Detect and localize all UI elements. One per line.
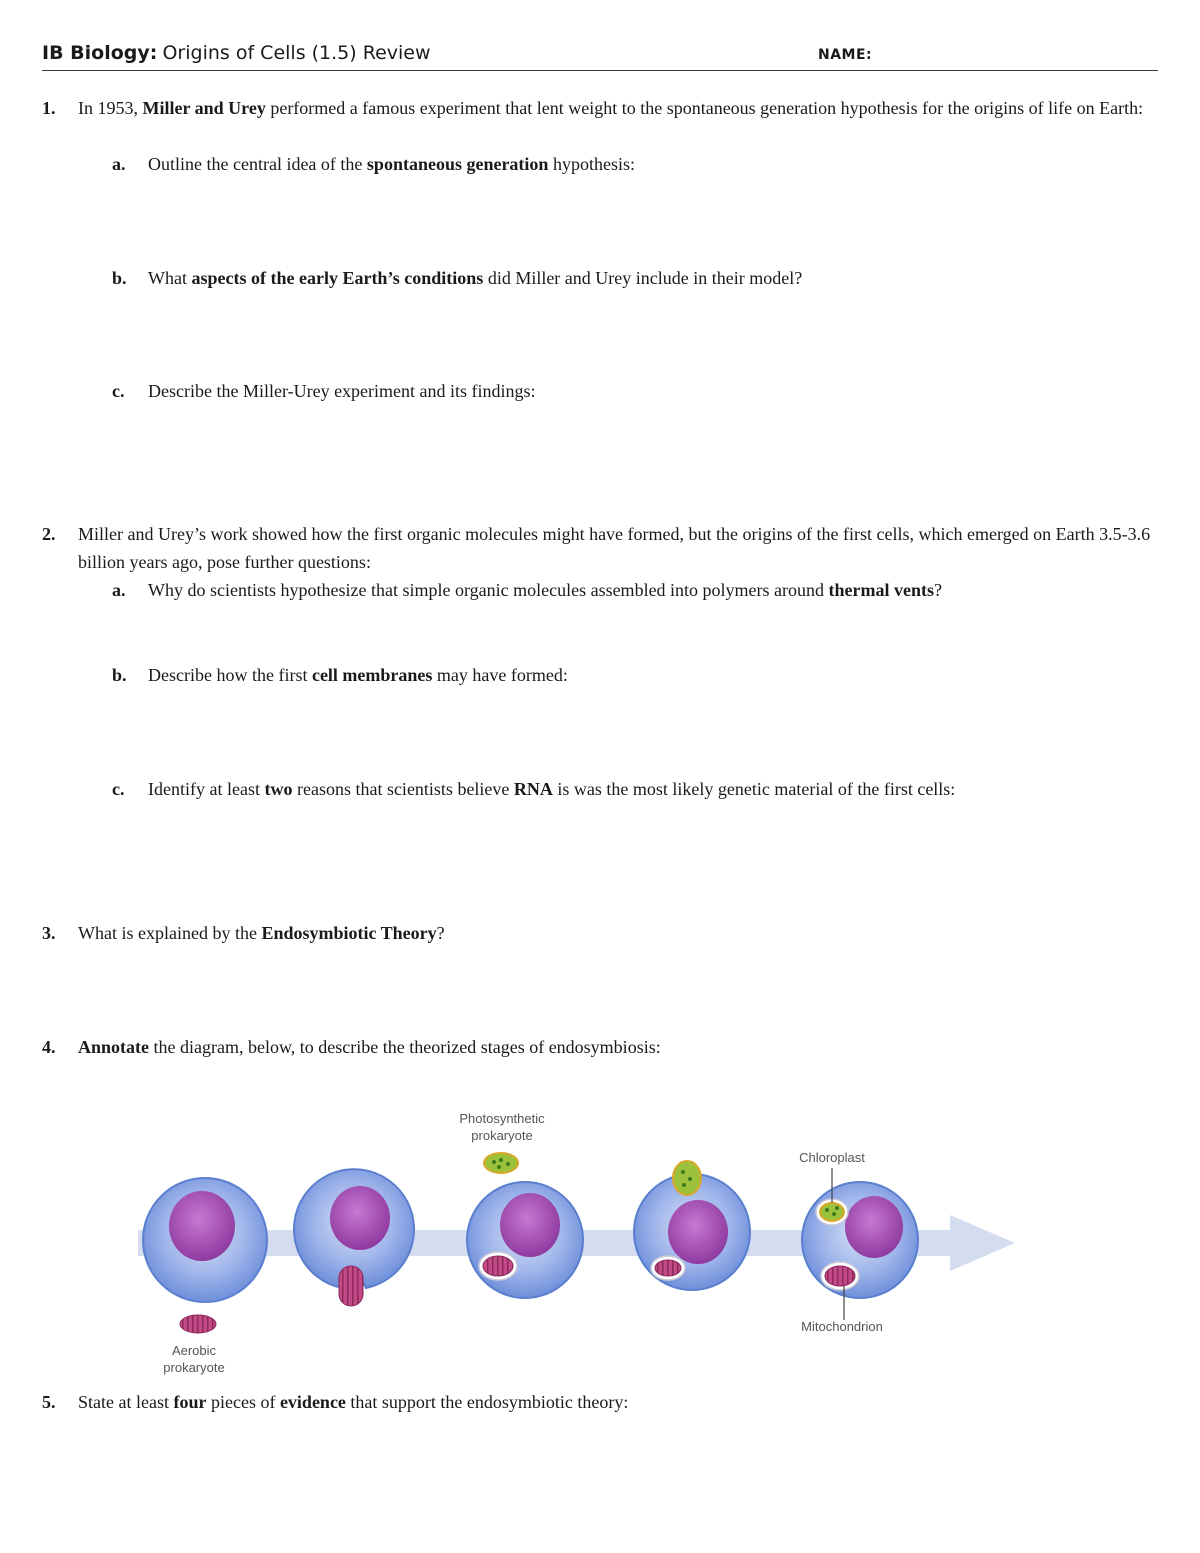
page-header <box>42 42 1158 71</box>
question-1a <box>112 150 1158 178</box>
part-letter: c. <box>112 381 125 401</box>
part-letter: b. <box>112 268 127 288</box>
part-letter: b. <box>112 665 127 685</box>
nucleus-shape <box>500 1193 560 1257</box>
mitochondrion-shape <box>825 1266 855 1286</box>
question-4 <box>42 1033 1158 1061</box>
question-5 <box>42 1388 1158 1416</box>
cell-stage-1 <box>143 1178 267 1302</box>
part-letter: a. <box>112 580 126 600</box>
nucleus-shape <box>330 1186 390 1250</box>
worksheet-title: Origins of Cells (1.5) Review <box>162 42 431 64</box>
nucleus-shape <box>845 1196 903 1258</box>
question-1 <box>42 94 1158 122</box>
mitochondrion-shape <box>655 1260 681 1276</box>
label-aerobic-1: Aerobic <box>171 1343 217 1358</box>
question-1b <box>112 264 1158 292</box>
label-photosynthetic-1: Photosynthetic <box>459 1111 545 1126</box>
question-1c <box>112 377 1158 405</box>
cell-stage-5 <box>802 1168 918 1320</box>
question-number: 3. <box>42 923 56 943</box>
cell-stage-4 <box>634 1161 750 1290</box>
part-text: What aspects of the early Earth’s conditions did Miller and Urey include in their model? <box>148 268 803 288</box>
subject-label: IB Biology: <box>42 42 158 64</box>
part-letter: a. <box>112 154 126 174</box>
photosynthetic-prokaryote-shape <box>484 1153 518 1173</box>
engulfed-prokaryote-shape <box>339 1266 363 1306</box>
question-number: 4. <box>42 1037 56 1057</box>
question-2a <box>112 576 1158 604</box>
label-photosynthetic-2: prokaryote <box>471 1128 533 1143</box>
question-text: Miller and Urey’s work showed how the first organic molecules might have formed, but the origins of the first cells, which emerged on Earth 3.5-3.6 billion years ago, pose further questions: <box>78 524 1151 572</box>
question-text: Annotate the diagram, below, to describe the theorized stages of endosymbiosis: <box>78 1037 661 1057</box>
question-2 <box>42 520 1158 576</box>
question-3 <box>42 919 1158 947</box>
endosymbiosis-diagram <box>120 1100 1040 1385</box>
question-text: State at least four pieces of evidence that support the endosymbiotic theory: <box>78 1392 629 1412</box>
part-text: Describe the Miller-Urey experiment and its findings: <box>148 381 536 401</box>
endosymbiosis-illustration <box>120 1100 1040 1385</box>
question-2c <box>112 775 1158 803</box>
label-chloroplast: Chloroplast <box>799 1150 865 1165</box>
cell-stage-2 <box>294 1169 414 1306</box>
part-letter: c. <box>112 779 125 799</box>
engulfing-chloroplast-shape <box>673 1161 701 1195</box>
part-text: Identify at least two reasons that scientists believe RNA is was the most likely genetic material of the first cells: <box>148 779 956 799</box>
nucleus-shape <box>169 1191 235 1261</box>
part-text: Why do scientists hypothesize that simple organic molecules assembled into polymers around thermal vents? <box>148 580 943 600</box>
chloroplast-shape <box>820 1203 844 1221</box>
question-text: In 1953, Miller and Urey performed a famous experiment that lent weight to the spontaneous generation hypothesis for the origins of life on Earth: <box>78 98 1144 118</box>
question-2b <box>112 661 1158 689</box>
mitochondrion-shape <box>483 1256 513 1276</box>
cell-stage-3 <box>467 1182 583 1298</box>
question-number: 1. <box>42 98 56 118</box>
label-aerobic-2: prokaryote <box>163 1360 225 1375</box>
question-number: 2. <box>42 524 56 544</box>
question-text: What is explained by the Endosymbiotic Theory? <box>78 923 445 943</box>
aerobic-prokaryote-shape <box>180 1315 216 1333</box>
part-text: Outline the central idea of the spontaneous generation hypothesis: <box>148 154 635 174</box>
label-mitochondrion: Mitochondrion <box>801 1319 883 1334</box>
question-number: 5. <box>42 1392 56 1412</box>
part-text: Describe how the first cell membranes may have formed: <box>148 665 568 685</box>
name-field-label: NAME: <box>818 47 873 63</box>
nucleus-shape <box>668 1200 728 1264</box>
